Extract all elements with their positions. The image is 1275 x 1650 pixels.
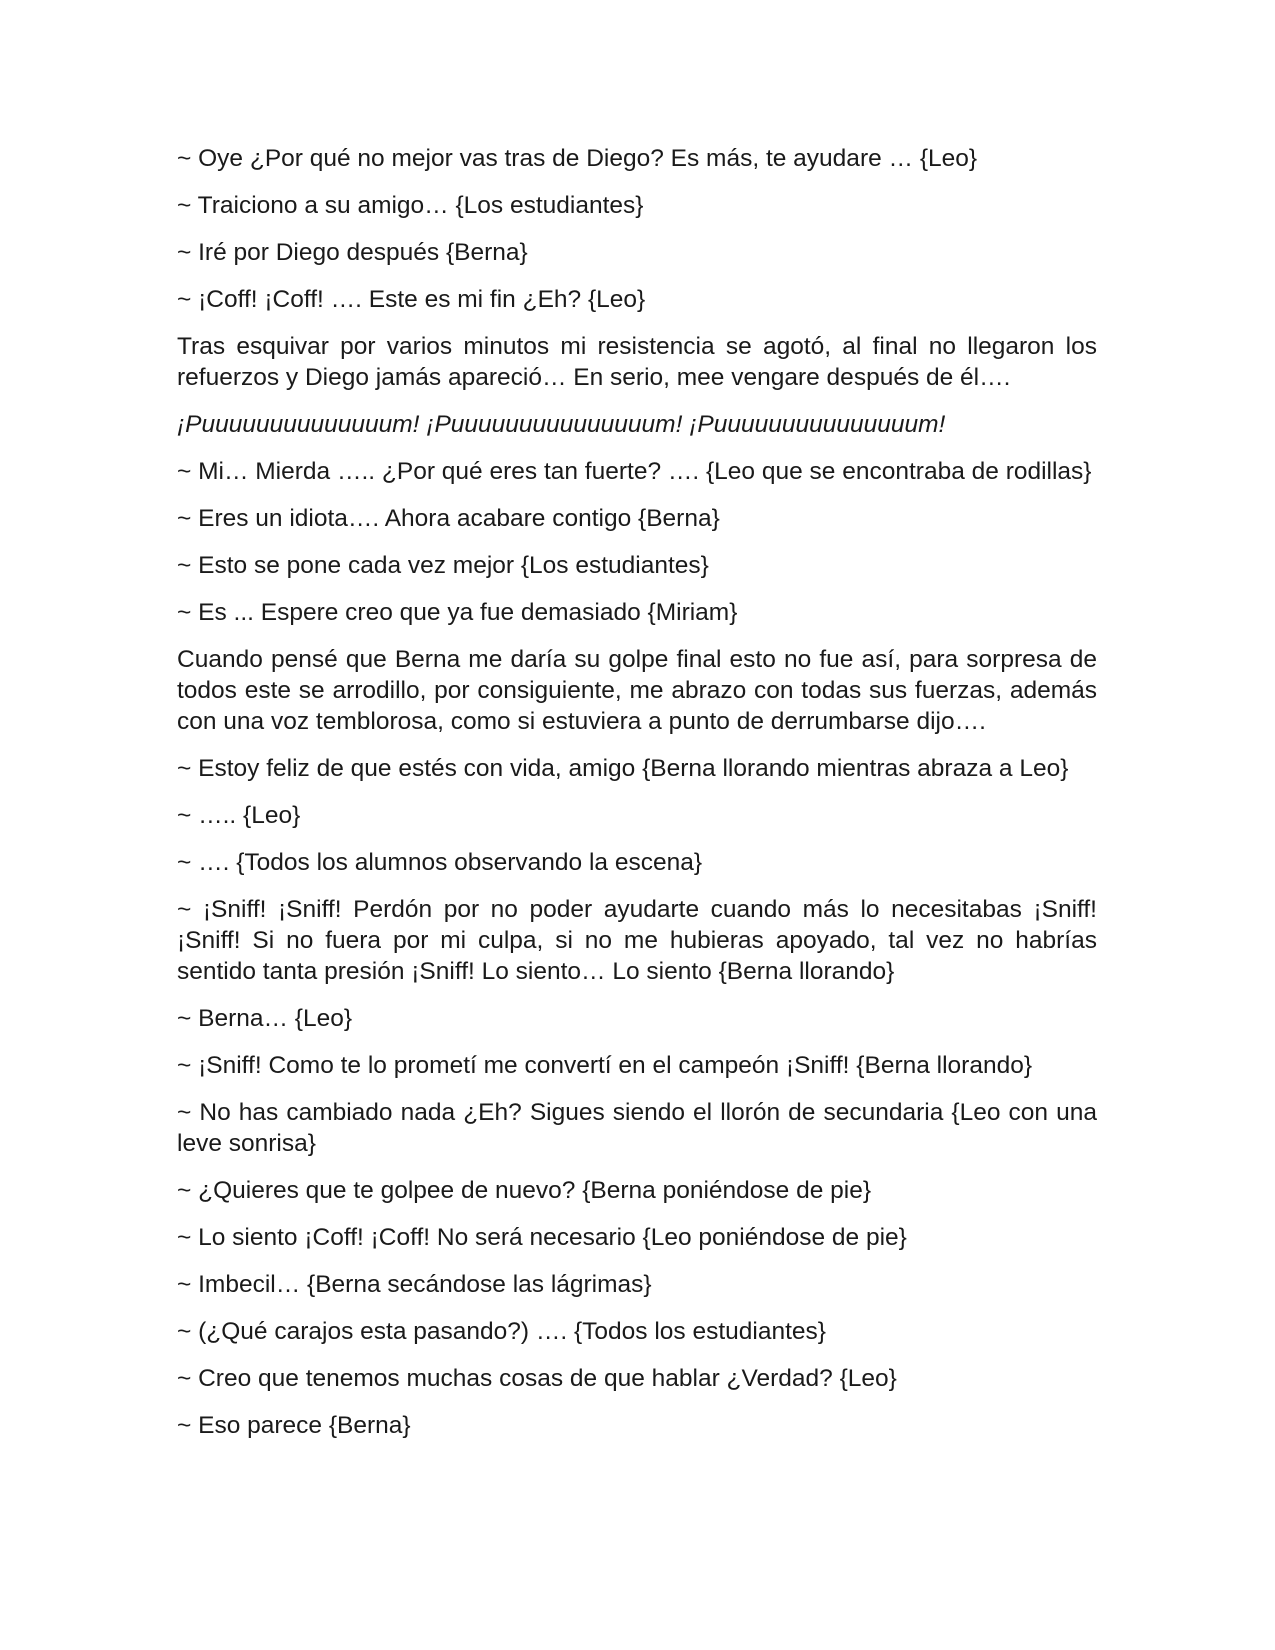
dialogue-line: ~ ¡Coff! ¡Coff! …. Este es mi fin ¿Eh? {Leo} — [177, 286, 646, 313]
dialogue-line: ~ ¿Quieres que te golpee de nuevo? {Berna poniéndose de pie} — [177, 1177, 872, 1204]
narration-paragraph: Tras esquivar por varios minutos mi resistencia se agotó, al final no llegaron los refuerzos y Diego jamás apareció… En serio, mee vengare después de él…. — [177, 333, 1097, 391]
dialogue-line: ~ Esto se pone cada vez mejor {Los estudiantes} — [177, 552, 709, 579]
dialogue-line: ~ Mi… Mierda ….. ¿Por qué eres tan fuerte? …. {Leo que se encontraba de rodillas} — [177, 458, 1092, 485]
dialogue-line: ~ Es ... Espere creo que ya fue demasiado {Miriam} — [177, 599, 738, 626]
narration-paragraph: Cuando pensé que Berna me daría su golpe final esto no fue así, para sorpresa de todos este se arrodillo, por consiguiente, me abrazo con todas sus fuerzas, además con una voz temblorosa, como si estuviera a punto de derrumbarse dijo…. — [177, 646, 1097, 735]
dialogue-line: ~ ¡Sniff! Como te lo prometí me convertí en el campeón ¡Sniff! {Berna llorando} — [177, 1052, 1033, 1079]
dialogue-line: ~ Lo siento ¡Coff! ¡Coff! No será necesario {Leo poniéndose de pie} — [177, 1224, 907, 1251]
dialogue-line: ~ Creo que tenemos muchas cosas de que hablar ¿Verdad? {Leo} — [177, 1365, 897, 1392]
dialogue-line: ~ Iré por Diego después {Berna} — [177, 239, 528, 266]
dialogue-line: ~ No has cambiado nada ¿Eh? Sigues siendo el llorón de secundaria {Leo con una leve sonrisa} — [177, 1099, 1097, 1157]
dialogue-line: ~ Traiciono a su amigo… {Los estudiantes} — [177, 192, 644, 219]
dialogue-line: ~ Imbecil… {Berna secándose las lágrimas} — [177, 1271, 652, 1298]
dialogue-line: ~ Eso parece {Berna} — [177, 1412, 411, 1439]
dialogue-line: ~ Eres un idiota…. Ahora acabare contigo {Berna} — [177, 505, 720, 532]
dialogue-line: ~ Oye ¿Por qué no mejor vas tras de Diego? Es más, te ayudare … {Leo} — [177, 145, 978, 172]
page-body — [177, 143, 1097, 1457]
dialogue-line: ~ Estoy feliz de que estés con vida, amigo {Berna llorando mientras abraza a Leo} — [177, 755, 1069, 782]
dialogue-line: ~ ….. {Leo} — [177, 802, 301, 829]
sound-effect-line: ¡Puuuuuuuuuuuuuum! ¡Puuuuuuuuuuuuuuum! ¡Puuuuuuuuuuuuuuum! — [177, 411, 946, 438]
dialogue-line: ~ (¿Qué carajos esta pasando?) …. {Todos los estudiantes} — [177, 1318, 826, 1345]
dialogue-line: ~ Berna… {Leo} — [177, 1005, 353, 1032]
dialogue-line: ~ …. {Todos los alumnos observando la escena} — [177, 849, 703, 876]
dialogue-line: ~ ¡Sniff! ¡Sniff! Perdón por no poder ayudarte cuando más lo necesitabas ¡Sniff! ¡Sniff! Si no fuera por mi culpa, si no me hubieras apoyado, tal vez no habrías sentido tanta presión ¡Sniff! Lo siento… Lo siento {Berna llorando} — [177, 896, 1097, 985]
